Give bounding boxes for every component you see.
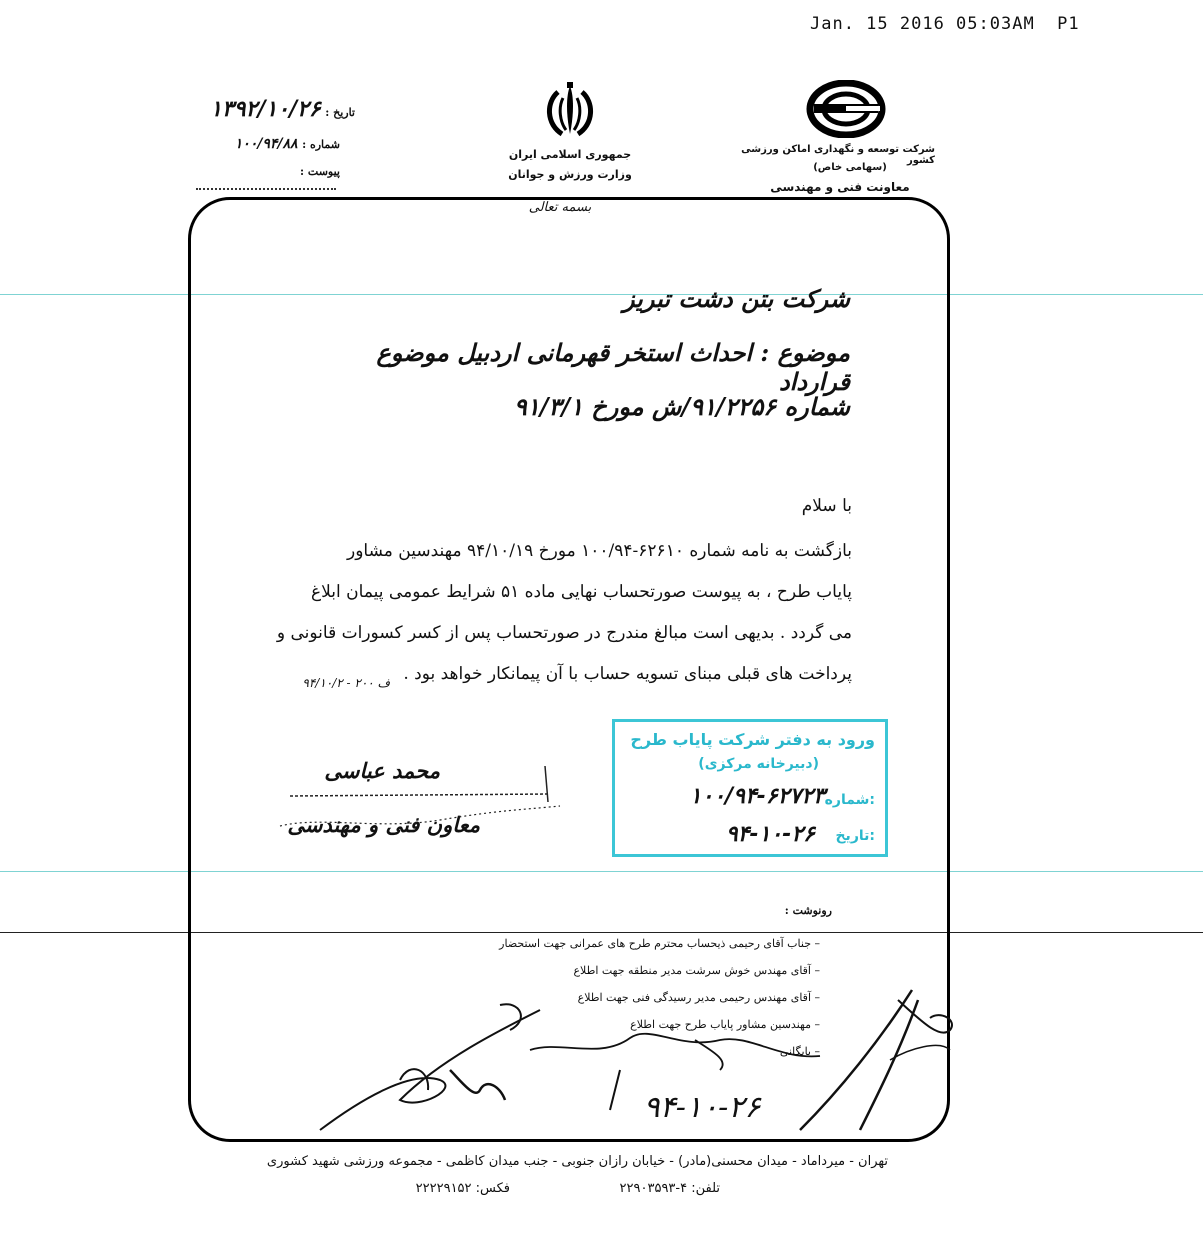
- letter-date: [195, 96, 355, 122]
- cc-item: – آقای مهندس رحیمی مدیر رسیدگی فنی جهت اطلاع: [577, 991, 820, 1004]
- date-label: تاریخ :: [325, 106, 355, 119]
- cc-item: – بایگانی: [779, 1045, 820, 1058]
- signatory-title: معاون فنی و مهندسی: [287, 812, 480, 837]
- contract-reference: شماره ۹۱/۲۲۵۶/ش مورخ ۹۱/۳/۱: [513, 392, 850, 421]
- handwritten-note: ف ۲۰۰ - ۹۴/۱۰/۲: [302, 676, 390, 690]
- cc-item: – جناب آقای رحیمی ذیحساب محترم طرح های عمرانی جهت استحضار: [499, 937, 820, 950]
- handwritten-date: ۹۴-۱۰-۲۶: [643, 1090, 761, 1125]
- emblem-line-2: وزارت ورزش و جوانان: [508, 168, 632, 181]
- greeting: با سلام: [801, 496, 852, 516]
- subject: موضوع : احداث استخر قهرمانی اردبیل موضوع قرارداد: [376, 338, 850, 396]
- cc-item: – مهندسین مشاور پایاب طرح جهت اطلاع: [630, 1018, 820, 1031]
- body-line: بازگشت به نامه شماره ۶۲۶۱۰-۱۰۰/۹۴ مورخ ۹۴/۱۰/۱۹ مهندسین مشاور: [347, 541, 852, 561]
- cc-item: – آقای مهندس خوش سرشت مدیر منطقه جهت اطلاع: [573, 964, 820, 977]
- company-name: شرکت توسعه و نگهداری اماکن ورزشی کشور: [741, 144, 935, 166]
- stamp-line-2: (دبیرخانه مرکزی): [698, 756, 819, 772]
- iran-emblem-icon: [538, 80, 602, 142]
- footer-phone: تلفن: ۴-۲۲۹۰۳۵۹۳: [619, 1181, 720, 1196]
- body-line: پرداخت های قبلی مبنای تسویه حساب با آن پیمانکار خواهد بود .: [403, 664, 852, 684]
- body-line: پایاب طرح ، به پیوست صورتحساب نهایی ماده ۵۱ شرایط عمومی پیمان ابلاغ: [311, 582, 852, 602]
- date-value: ۱۳۹۲/۱۰/۲۶: [210, 96, 321, 122]
- company-logo-icon: [806, 80, 886, 138]
- basmala: بسمه تعالی: [528, 200, 592, 215]
- attachment-dots: [196, 188, 336, 190]
- stamp-line-1: ورود به دفتر شرکت پایاب طرح: [630, 730, 875, 749]
- letter-attachment: [190, 164, 340, 194]
- company-type: (سهامی خاص): [813, 162, 887, 173]
- body-line: می گردد . بدیهی است مبالغ مندرج در صورتحساب پس از کسر کسورات قانونی و: [276, 623, 852, 643]
- letter-number: [165, 136, 340, 152]
- stamp-number-value: ۱۰۰/۹۴-۶۲۷۲۳: [689, 784, 825, 809]
- stamp-date-label: تاریخ:: [835, 828, 875, 844]
- signatory-name: محمد عباسی: [324, 758, 440, 783]
- number-value: ۱۰۰/۹۴/۸۸: [234, 136, 298, 152]
- fax-header: Jan. 15 2016 05:03AM P1: [810, 14, 1080, 34]
- signature-scribble: [260, 766, 570, 856]
- recipient: شرکت بتن دشت تبریز: [622, 284, 850, 313]
- stamp-date-value: ۹۴-۱۰-۲۶: [725, 822, 815, 847]
- body-paragraph: [235, 531, 852, 695]
- emblem-line-1: جمهوری اسلامی ایران: [508, 148, 632, 161]
- received-stamp: [612, 719, 888, 857]
- footer-address: تهران - میرداماد - میدان محسنی(مادر) - خیابان رازان جنوبی - جنب میدان کاظمی - مجموعه ورزشی شهید کشوری: [266, 1154, 888, 1169]
- footer-fax: فکس: ۲۲۲۲۹۱۵۲: [415, 1181, 510, 1196]
- cc-label: رونوشت :: [784, 904, 832, 917]
- attachment-label: پیوست :: [300, 165, 340, 178]
- company-dept: معاونت فنی و مهندسی: [770, 180, 910, 194]
- number-label: شماره :: [302, 138, 340, 151]
- stamp-number-label: شماره:: [824, 792, 875, 808]
